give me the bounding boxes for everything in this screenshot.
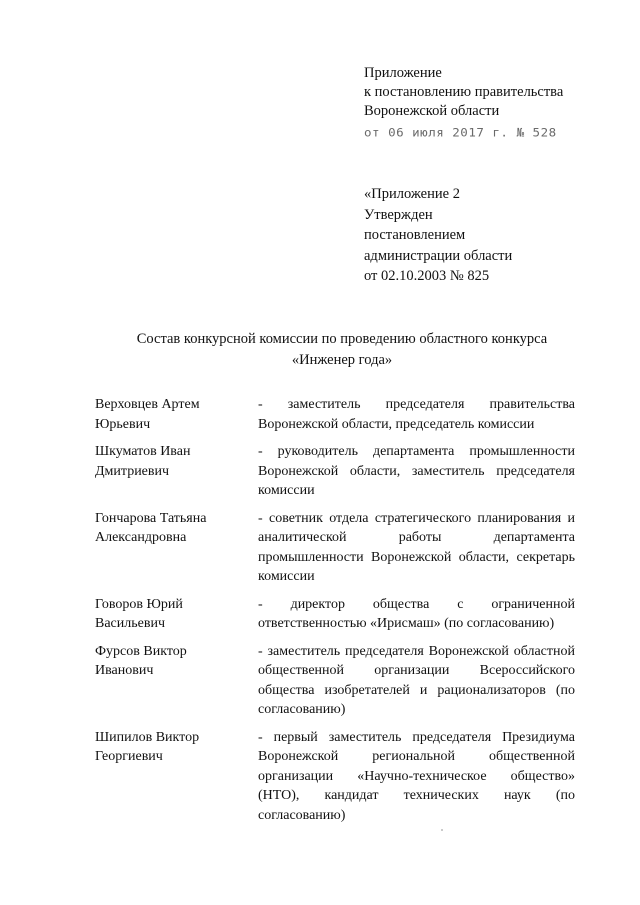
member-surname-name: Говоров Юрий — [95, 596, 183, 612]
member-role: - первый заместитель председателя Президиума Воронежской региональной общественной организации «Научно-техническое общество» (НТО), кандидат технических наук (по согласованию) — [258, 729, 575, 823]
appendix-region-line: Воронежской области — [364, 103, 500, 119]
member-role: - заместитель председателя Воронежской областной общественной организации Всероссийского общества изобретателей и рационализаторов (по согласованию) — [258, 643, 575, 717]
member-role: - руководитель департамента промышленности Воронежской области, заместитель председателя комиссии — [258, 444, 575, 498]
registration-stamp: от 06 июля 2017 г. № 528 — [364, 124, 557, 140]
member-name — [95, 728, 258, 826]
commission-members-list — [95, 395, 575, 825]
member-patronymic: Дмитриевич — [95, 463, 170, 479]
document-title — [80, 329, 604, 371]
member-row — [95, 595, 575, 634]
scan-artifact — [441, 829, 443, 831]
approval-date-number: от 02.10.2003 № 825 — [364, 268, 490, 284]
approval-approved: Утвержден — [364, 206, 433, 223]
member-role: - заместитель председателя правительства Воронежской области, председатель комиссии — [258, 397, 575, 432]
member-patronymic: Иванович — [95, 663, 154, 678]
member-surname-name: Фурсов Виктор — [95, 643, 187, 659]
member-row — [95, 642, 575, 720]
member-row — [95, 728, 575, 826]
document-title-line1: Состав конкурсной комиссии по проведению областного конкурса — [136, 331, 548, 347]
member-patronymic: Георгиевич — [95, 749, 163, 764]
member-name — [95, 395, 258, 434]
approval-header — [364, 184, 512, 287]
document-title-line2: «Инженер года» — [291, 352, 393, 368]
member-surname-name: Шипилов Виктор — [95, 729, 200, 745]
approval-appendix-number: «Приложение 2 — [364, 186, 460, 202]
member-row — [95, 509, 575, 587]
member-surname-name: Гончарова Татьяна — [95, 510, 207, 526]
member-name — [95, 509, 258, 587]
member-name — [95, 442, 258, 501]
member-name — [95, 642, 258, 720]
appendix-header — [364, 64, 563, 142]
member-role: - директор общества с ограниченной ответственностью «Ирисмаш» (по согласованию) — [258, 596, 575, 631]
member-role: - советник отдела стратегического планирования и аналитической работы департамента промышленности Воронежской области, секретарь комиссии — [258, 510, 575, 584]
approval-by-resolution: постановлением — [364, 227, 466, 243]
appendix-ref-line: к постановлению правительства — [364, 84, 564, 100]
approval-administration: администрации области — [364, 247, 513, 264]
member-name — [95, 595, 258, 634]
member-surname-name: Шкуматов Иван — [95, 444, 191, 459]
member-patronymic: Юрьевич — [95, 416, 151, 432]
appendix-title: Приложение — [364, 65, 442, 81]
member-patronymic: Васильевич — [95, 616, 165, 631]
member-row — [95, 442, 575, 501]
member-patronymic: Александровна — [95, 530, 187, 545]
member-surname-name: Верховцев Артем — [95, 397, 200, 412]
member-row — [95, 395, 575, 434]
